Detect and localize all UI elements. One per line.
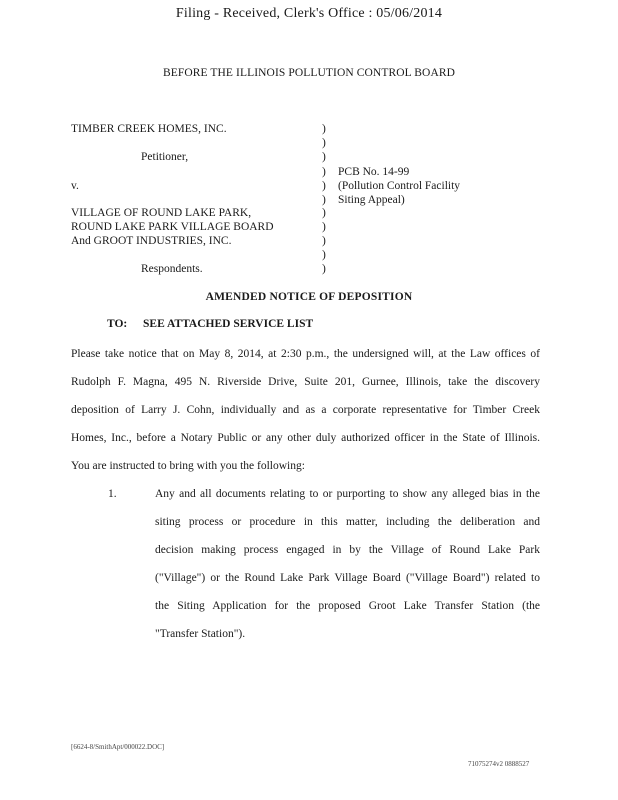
item-line: decision making process engaged in by the Village of Round Lake Park [155, 544, 540, 556]
case-number: PCB No. 14-99 [338, 166, 410, 178]
case-type: Siting Appeal) [338, 194, 405, 206]
caption-paren: ) [322, 235, 326, 247]
caption-paren: ) [322, 263, 326, 275]
item-line: ("Village") or the Round Lake Park Village Board ("Village Board") related to [155, 572, 540, 584]
body-line: Please take notice that on May 8, 2014, at 2:30 p.m., the undersigned will, at the Law offices of [71, 348, 540, 360]
item-line: siting process or procedure in this matter, including the deliberation and [155, 516, 540, 528]
body-line: deposition of Larry J. Cohn, individually and as a corporate representative for Timber Creek [71, 404, 540, 416]
caption-paren: ) [322, 123, 326, 135]
respondent-line: ROUND LAKE PARK VILLAGE BOARD [71, 221, 274, 233]
filing-stamp: Filing - Received, Clerk's Office : 05/06/2014 [175, 6, 443, 21]
caption-paren: ) [322, 207, 326, 219]
item-line: Any and all documents relating to or purporting to show any alleged bias in the [155, 488, 540, 500]
body-line: You are instructed to bring with you the following: [71, 460, 305, 472]
respondent-line: And GROOT INDUSTRIES, INC. [71, 235, 232, 247]
item-line: "Transfer Station"). [155, 628, 246, 640]
caption-paren: ) [322, 137, 326, 149]
to-label: TO: [107, 318, 128, 330]
caption-paren: ) [322, 194, 326, 206]
body-line: Rudolph F. Magna, 495 N. Riverside Drive, Suite 201, Gurnee, Illinois, take the discovery [71, 376, 540, 388]
item-number: 1. [108, 488, 117, 500]
to-value: SEE ATTACHED SERVICE LIST [143, 318, 314, 330]
petitioner-role: Petitioner, [141, 151, 189, 163]
caption-paren: ) [322, 180, 326, 192]
caption-paren: ) [322, 151, 326, 163]
caption-paren: ) [322, 166, 326, 178]
body-line: Homes, Inc., before a Notary Public or any other duly authorized officer in the State of Illinois. [71, 432, 540, 444]
board-heading: BEFORE THE ILLINOIS POLLUTION CONTROL BOARD [162, 67, 456, 79]
case-type: (Pollution Control Facility [338, 180, 461, 192]
respondent-role: Respondents. [141, 263, 203, 275]
caption-paren: ) [322, 221, 326, 233]
caption-paren: ) [322, 249, 326, 261]
footer-doc-number: 71075274v2 0888527 [468, 760, 530, 768]
document-title: AMENDED NOTICE OF DEPOSITION [205, 291, 413, 303]
respondent-line: VILLAGE OF ROUND LAKE PARK, [71, 207, 252, 219]
petitioner-name: TIMBER CREEK HOMES, INC. [71, 123, 227, 135]
footer-doc-id: [6624-8/SmithApt/000022.DOC] [71, 743, 165, 751]
versus: v. [71, 180, 79, 192]
item-line: the Siting Application for the proposed Groot Lake Transfer Station (the [155, 600, 540, 612]
